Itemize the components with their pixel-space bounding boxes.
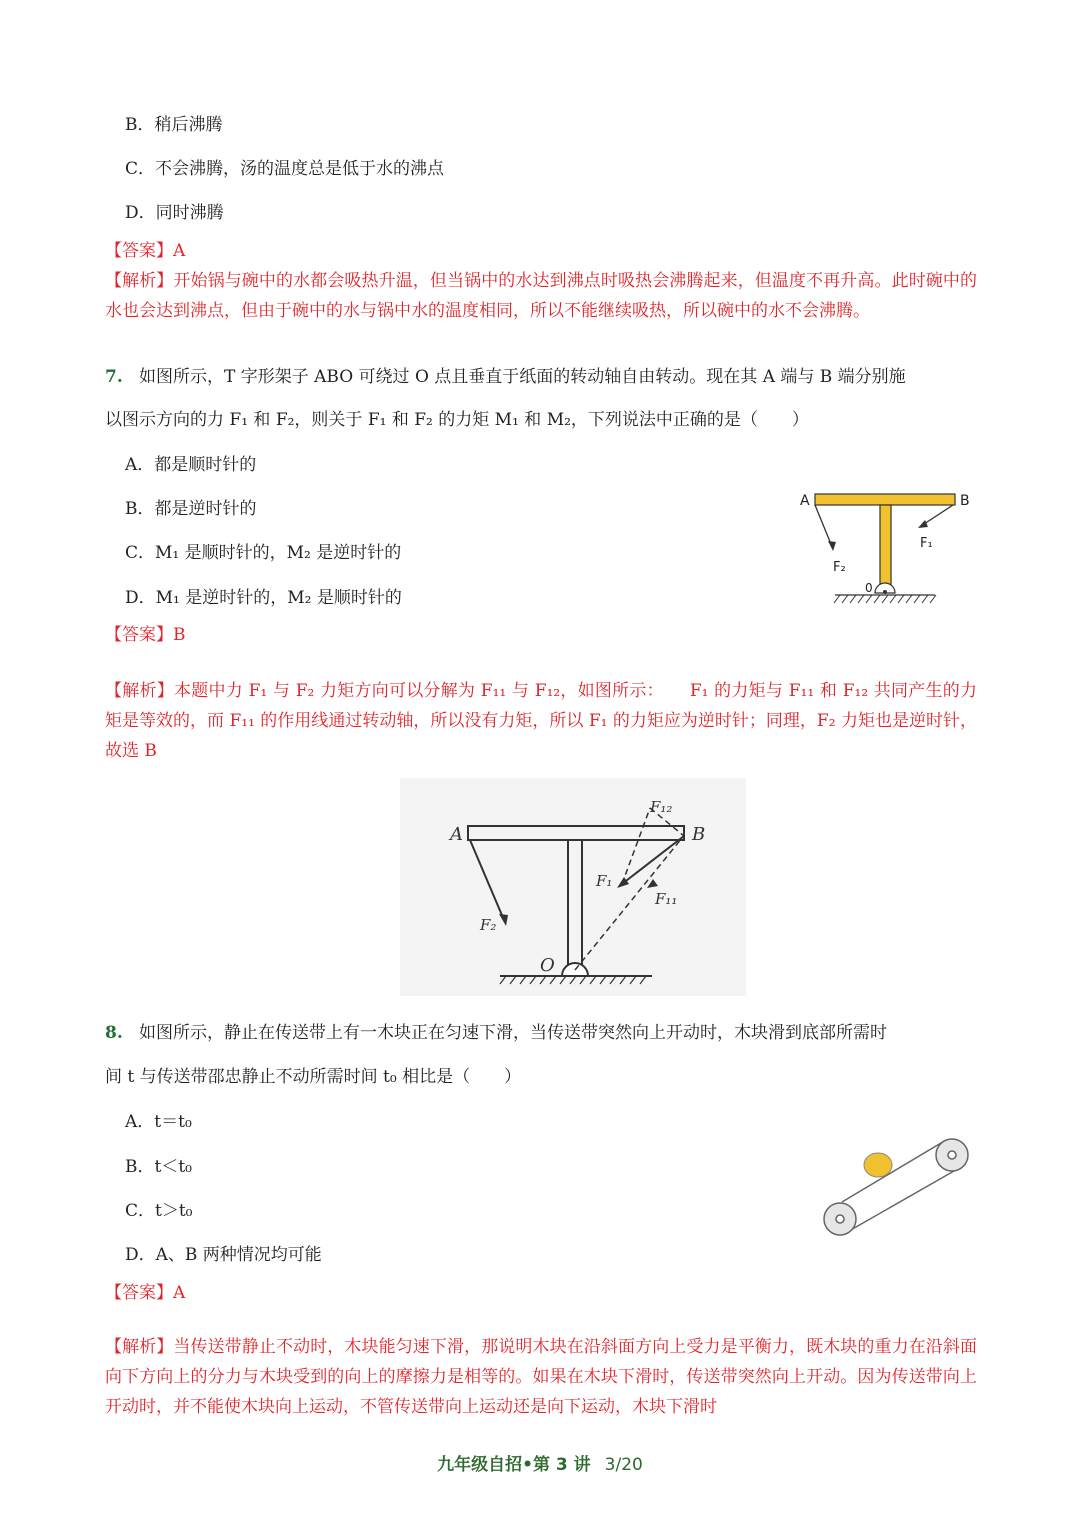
- q8-stem-line1: [105, 1021, 887, 1045]
- label-f1: F₁: [920, 536, 933, 551]
- q6-option-b: B．稍后沸腾: [125, 115, 223, 135]
- q8-stem-text1: 如图所示，静止在传送带上有一木块正在匀速下滑，当传送带突然向上开动时，木块滑到底部所需时: [138, 1023, 887, 1043]
- q6-answer: 【答案】A: [105, 241, 186, 261]
- label-f1-2: F₁: [596, 872, 613, 890]
- page-number: 3/20: [604, 1455, 643, 1475]
- q7-option-c: C．M₁ 是顺时针的，M₂ 是逆时针的: [125, 543, 402, 563]
- label-f2-2: F₂: [480, 916, 497, 934]
- label-o: 0: [865, 581, 873, 595]
- label-o2: O: [540, 955, 555, 976]
- label-f11: F₁₁: [655, 890, 678, 908]
- label-b2: B: [692, 824, 706, 845]
- q6-analysis: 【解析】开始锅与碗中的水都会吸热升温，但当锅中的水达到沸点时吸热会沸腾起来，但温度不再升高。此时碗中的水也会达到沸点，但由于碗中的水与锅中水的温度相同，所以不能继续吸热，所以碗中的水不会沸腾。: [105, 271, 977, 321]
- q7-option-a: A．都是顺时针的: [125, 455, 257, 475]
- wooden-block: [864, 1153, 892, 1177]
- q8-option-d: D．A、B 两种情况均可能: [125, 1245, 322, 1265]
- conveyor-belt-figure: [818, 1135, 978, 1240]
- force-decomposition-figure: [400, 778, 746, 996]
- q8-number: 8.: [105, 1023, 123, 1043]
- footer-title: 九年级自招•第 3 讲: [437, 1455, 591, 1475]
- belt-bottom: [842, 1171, 954, 1235]
- q8-analysis: 【解析】当传送带静止不动时，木块能匀速下滑，那说明木块在沿斜面方向上受力是平衡力，既木块的重力在沿斜面向下方向上的分力与木块受到的向上的摩擦力是相等的。如果在木块下滑时，传送带突然向上开动。因为传送带向上开动时，并不能使木块向上运动，不管传送带向上运动还是向下运动，木块下滑时: [105, 1337, 977, 1417]
- label-b: B: [960, 493, 970, 509]
- q7-option-d: D．M₁ 是逆时针的，M₂ 是顺时针的: [125, 588, 402, 608]
- t-frame-stem: [880, 505, 891, 587]
- q8-option-a: A．t＝t₀: [125, 1112, 192, 1132]
- belt-top: [842, 1140, 946, 1202]
- q8-stem-line2: 间 t 与传送带邵忠静止不动所需时间 t₀ 相比是（ ）: [105, 1067, 522, 1087]
- q8-option-b: B．t＜t₀: [125, 1157, 192, 1177]
- q6-option-d: D．同时沸腾: [125, 203, 224, 223]
- t-frame-crossbar: [815, 494, 955, 505]
- page-footer: [0, 1450, 1080, 1475]
- q7-number: 7.: [105, 367, 123, 387]
- q6-option-c: C．不会沸腾，汤的温度总是低于水的沸点: [125, 159, 445, 179]
- q7-option-b: B．都是逆时针的: [125, 499, 257, 519]
- label-f12: F₁₂: [650, 798, 673, 816]
- q7-answer: 【答案】B: [105, 625, 186, 645]
- q7-stem-line1: [105, 365, 906, 389]
- label-a: A: [800, 493, 810, 509]
- q7-stem-text1: 如图所示，T 字形架子 ABO 可绕过 O 点且垂直于纸面的转动轴自由转动。现在其 A 端与 B 端分别施: [138, 367, 906, 387]
- q7-stem-line2: 以图示方向的力 F₁ 和 F₂，则关于 F₁ 和 F₂ 的力矩 M₁ 和 M₂，下列说法中正确的是（ ）: [105, 410, 809, 430]
- t-frame-figure: [795, 485, 985, 610]
- q8-option-c: C．t＞t₀: [125, 1201, 193, 1221]
- q7-analysis: 【解析】本题中力 F₁ 与 F₂ 力矩方向可以分解为 F₁₁ 与 F₁₂，如图所示： F₁ 的力矩与 F₁₁ 和 F₁₂ 共同产生的力矩是等效的，而 F₁₁ 的作用线通过转动轴，所以没有力矩，所以 F₁ 的力矩应为逆时针；同理，F₂ 力矩也是逆时针，故选 B: [105, 681, 977, 761]
- label-f2: F₂: [833, 560, 846, 575]
- label-a2: A: [450, 824, 463, 845]
- q8-answer: 【答案】A: [105, 1283, 186, 1303]
